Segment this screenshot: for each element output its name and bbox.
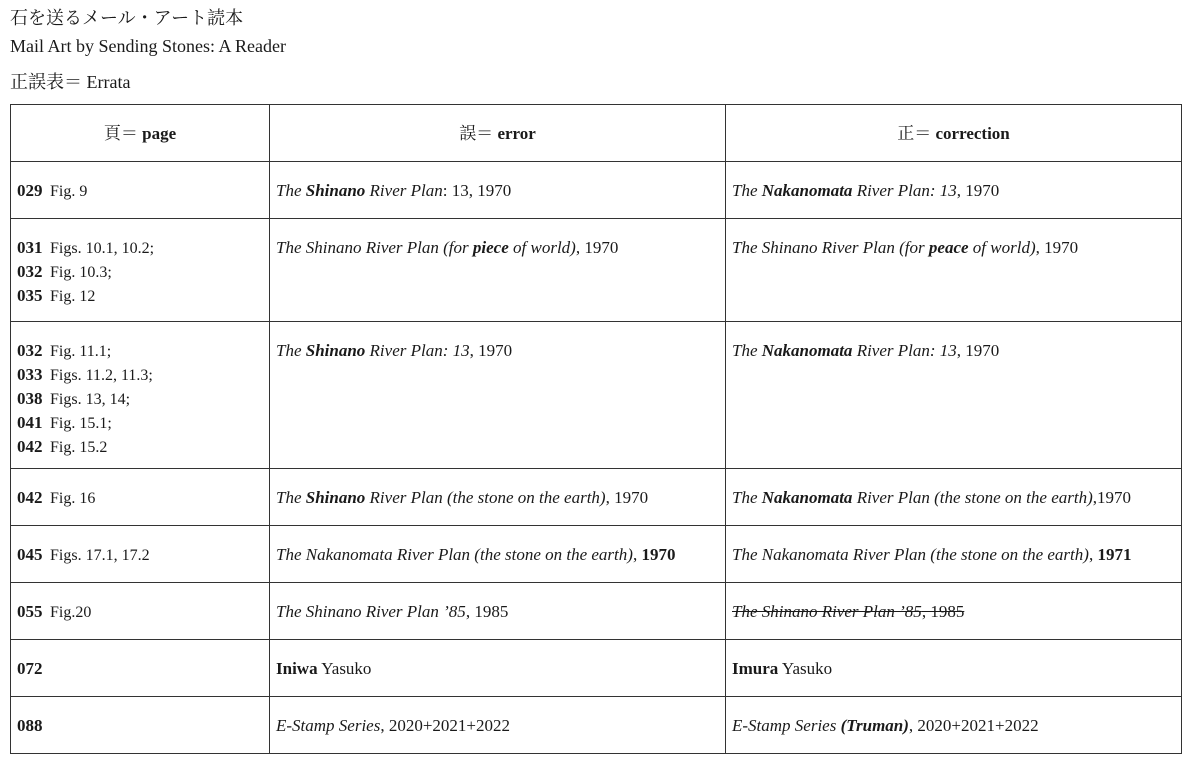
correction-text-segment: E-Stamp Series xyxy=(732,716,841,735)
correction-text-segment: River Plan (the stone on the earth) xyxy=(852,488,1093,507)
correction-text-segment: ,1970 xyxy=(1092,488,1131,507)
correction-text-segment: Nakanomata xyxy=(761,181,853,200)
error-cell xyxy=(270,697,726,754)
correction-text-segment: 1971 xyxy=(1097,545,1132,564)
column-header-correction: 正＝ correction xyxy=(726,105,1182,162)
page-number: 035 xyxy=(17,286,43,305)
column-header-page: 頁＝ page xyxy=(11,105,270,162)
page-cell xyxy=(11,469,270,526)
correction-text-segment: The xyxy=(732,488,762,507)
page-reference xyxy=(17,179,263,203)
figure-reference: Figs. 13, 14; xyxy=(50,391,131,408)
page-reference xyxy=(17,363,263,387)
table-row xyxy=(11,640,1182,697)
correction-text-segment: , 1985 xyxy=(921,602,965,621)
correction-cell xyxy=(726,469,1182,526)
correction-text-segment: (Truman) xyxy=(840,716,909,735)
title-japanese: 石を送るメール・アート読本 xyxy=(10,8,244,28)
page-reference xyxy=(17,600,263,624)
error-text-segment: The Shinano River Plan (for xyxy=(276,238,473,257)
table-row xyxy=(11,697,1182,754)
correction-text-segment: Yasuko xyxy=(778,659,833,678)
table-row xyxy=(11,526,1182,583)
page-number: 088 xyxy=(17,716,43,735)
figure-reference: Fig. 11.1; xyxy=(50,343,112,360)
figure-reference: Fig. 10.3; xyxy=(50,264,112,281)
page-number: 042 xyxy=(17,437,43,456)
error-text-segment: River Plan: 13 xyxy=(365,341,470,360)
correction-cell xyxy=(726,526,1182,583)
page-reference xyxy=(17,236,263,260)
correction-text-segment: The Shinano River Plan (for xyxy=(732,238,929,257)
page-reference xyxy=(17,339,263,363)
correction-text-segment: The xyxy=(732,181,762,200)
page-number: 031 xyxy=(17,238,43,257)
error-text-segment: , 2020+2021+2022 xyxy=(380,716,511,735)
page-cell xyxy=(11,162,270,219)
error-text-segment: The Nakanomata River Plan (the stone on the earth) xyxy=(276,545,633,564)
column-header-error: 誤＝ error xyxy=(270,105,726,162)
error-text-segment: of world) xyxy=(508,238,576,257)
table-row xyxy=(11,322,1182,469)
correction-text-segment: Nakanomata xyxy=(761,488,853,507)
correction-text-segment: The Nakanomata River Plan (the stone on the earth) xyxy=(732,545,1089,564)
error-text-segment: , 1970 xyxy=(575,238,619,257)
correction-text-segment: , 1970 xyxy=(1035,238,1079,257)
correction-text-segment: River Plan: 13 xyxy=(852,181,957,200)
page-cell xyxy=(11,640,270,697)
error-text-segment: Yasuko xyxy=(317,659,372,678)
page-reference xyxy=(17,387,263,411)
figure-reference: Figs. 17.1, 17.2 xyxy=(50,547,150,564)
correction-text-segment: peace xyxy=(928,238,969,257)
correction-text-segment: , 1970 xyxy=(956,341,1000,360)
correction-text-segment: , 1970 xyxy=(956,181,1000,200)
error-text-segment: River Plan xyxy=(365,181,443,200)
error-text-segment: 1970 xyxy=(641,545,676,564)
error-cell xyxy=(270,526,726,583)
correction-text-segment: , xyxy=(1088,545,1098,564)
error-cell xyxy=(270,469,726,526)
error-text-segment: The Shinano River Plan ’85 xyxy=(276,602,466,621)
correction-cell xyxy=(726,219,1182,322)
page-reference xyxy=(17,657,263,680)
page-reference xyxy=(17,543,263,567)
page-reference xyxy=(17,714,263,737)
correction-cell xyxy=(726,640,1182,697)
correction-text-segment: Nakanomata xyxy=(761,341,853,360)
title-english: Mail Art by Sending Stones: A Reader xyxy=(10,36,286,56)
figure-reference: Fig. 15.1; xyxy=(50,415,112,432)
figure-reference: Fig. 9 xyxy=(50,183,88,200)
correction-cell xyxy=(726,322,1182,469)
figure-reference: Figs. 11.2, 11.3; xyxy=(50,367,153,384)
correction-text-segment: , 2020+2021+2022 xyxy=(908,716,1039,735)
page-number: 042 xyxy=(17,488,43,507)
correction-text-segment: The Shinano River Plan ’85 xyxy=(732,602,922,621)
error-text-segment: The xyxy=(276,181,306,200)
table-row xyxy=(11,583,1182,640)
page-number: 032 xyxy=(17,341,43,360)
correction-text-segment: of world) xyxy=(968,238,1036,257)
page-number: 029 xyxy=(17,181,43,200)
page-number: 041 xyxy=(17,413,43,432)
page-number: 032 xyxy=(17,262,43,281)
page-cell xyxy=(11,583,270,640)
page-number: 033 xyxy=(17,365,43,384)
error-text-segment: piece xyxy=(472,238,509,257)
error-cell xyxy=(270,322,726,469)
error-cell xyxy=(270,583,726,640)
error-text-segment: The xyxy=(276,341,306,360)
table-body xyxy=(11,162,1182,754)
error-text-segment: Shinano xyxy=(305,181,366,200)
figure-reference: Fig. 15.2 xyxy=(50,439,108,456)
error-cell xyxy=(270,219,726,322)
page-reference xyxy=(17,260,263,284)
page-cell xyxy=(11,697,270,754)
error-text-segment: E-Stamp Series xyxy=(276,716,381,735)
page-cell xyxy=(11,322,270,469)
correction-cell xyxy=(726,583,1182,640)
figure-reference: Figs. 10.1, 10.2; xyxy=(50,240,155,257)
correction-text-segment: River Plan: 13 xyxy=(852,341,957,360)
figure-reference: Fig. 12 xyxy=(50,288,96,305)
errata-label: 正誤表＝ Errata xyxy=(10,72,131,92)
errata-table xyxy=(10,104,1182,754)
page-number: 055 xyxy=(17,602,43,621)
error-text-segment: , 1970 xyxy=(469,341,513,360)
error-text-segment: Shinano xyxy=(305,341,366,360)
correction-text-segment: Imura xyxy=(732,659,779,678)
page-reference xyxy=(17,284,263,308)
page-cell xyxy=(11,219,270,322)
error-text-segment: River Plan (the stone on the earth) xyxy=(365,488,606,507)
page-number: 072 xyxy=(17,659,43,678)
table-header-row xyxy=(11,105,1182,162)
table-row xyxy=(11,219,1182,322)
correction-cell xyxy=(726,697,1182,754)
page-number: 045 xyxy=(17,545,43,564)
page-cell xyxy=(11,526,270,583)
page-reference xyxy=(17,435,263,459)
table-row xyxy=(11,469,1182,526)
error-text-segment: , 1985 xyxy=(465,602,509,621)
error-text-segment: Iniwa xyxy=(276,659,318,678)
figure-reference: Fig. 16 xyxy=(50,490,96,507)
page-reference xyxy=(17,486,263,510)
page-reference xyxy=(17,411,263,435)
error-text-segment: Shinano xyxy=(305,488,366,507)
correction-cell xyxy=(726,162,1182,219)
figure-reference: Fig.20 xyxy=(50,604,92,621)
table-row xyxy=(11,162,1182,219)
page-number: 038 xyxy=(17,389,43,408)
error-text-segment: : 13, 1970 xyxy=(442,181,512,200)
error-cell xyxy=(270,640,726,697)
error-text-segment: The xyxy=(276,488,306,507)
error-cell xyxy=(270,162,726,219)
error-text-segment: , 1970 xyxy=(605,488,649,507)
error-text-segment: , xyxy=(632,545,642,564)
correction-text-segment: The xyxy=(732,341,762,360)
